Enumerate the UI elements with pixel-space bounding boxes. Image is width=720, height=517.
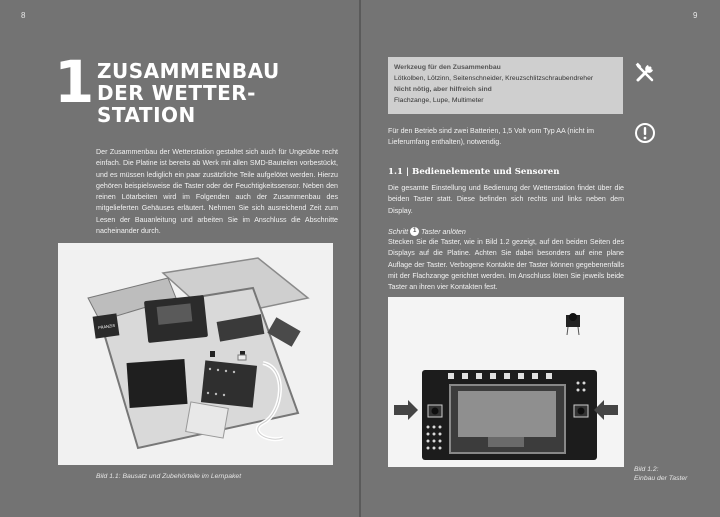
chapter-title-line: STATION: [97, 103, 196, 127]
tools-box: [388, 57, 623, 114]
exclamation-icon: [634, 122, 656, 144]
tools-label: Werkzeug für den Zusammenbau: [394, 64, 501, 71]
figure-1-2-caption-line: Bild 1.2:: [634, 466, 659, 473]
tools-text: Lötkolben, Lötzinn, Seitenschneider, Kreuzschlitzschraubendreher: [394, 75, 594, 82]
brand-label: FRANZIS: [97, 322, 116, 331]
step-number-badge: 1: [410, 227, 419, 236]
intro-paragraph: Der Zusammenbau der Wetterstation gestaltet sich auch für Ungeübte recht einfach. Die Platine ist bereits ab Werk mit allen SMD-Bauteilen vorbestückt, und es müssen lediglich ein paar zusätzliche Teile aufgelötet werden. Hierzu gehören beispielsweise die Taster oder der Feuchtigkeitssensor. Neben den reinen Lötarbeiten wird im Folgenden auch der Zusammenbau des mitgelieferten Gehäuses erläutert. Nehmen Sie sich ausreichend Zeit zum Lesen der Bauanleitung und arbeiten Sie im Anschluss die Abschnitte nacheinander durch.: [96, 148, 338, 236]
figure-1-2-caption: [634, 465, 687, 483]
section-paragraph: Die gesamte Einstellung und Bedienung der Wetterstation findet über die beiden Taster statt. Diese befinden sich rechts und links neben dem Display.: [388, 184, 624, 215]
figure-1-2-caption-line: Einbau der Taster: [634, 475, 688, 482]
chapter-title-line: DER WETTER-: [97, 81, 256, 105]
step-prefix: Schritt: [388, 227, 409, 236]
page-number-right: 9: [693, 11, 698, 20]
section-heading: 1.1 | Bedienelemente und Sensoren: [388, 167, 560, 177]
chapter-title: [97, 60, 327, 126]
figure-1-1-caption: Bild 1.1: Bausatz und Zubehörteile im Lernpaket: [96, 473, 242, 480]
step-heading: [388, 227, 466, 236]
pcb-photo: [388, 297, 624, 467]
battery-note: Für den Betrieb sind zwei Batterien, 1,5 Volt vom Typ AA (nicht im Lieferumfang enthalten), notwendig.: [388, 127, 595, 147]
chapter-title-line: ZUSAMMENBAU: [97, 59, 280, 83]
page-number-left: 8: [21, 11, 26, 20]
chapter-number: 1: [54, 48, 95, 116]
kit-illustration: [58, 243, 333, 465]
pcb-illustration: [388, 297, 624, 467]
optional-tools-text: Flachzange, Lupe, Multimeter: [394, 97, 484, 104]
optional-tools-label: Nicht nötig, aber hilfreich sind: [394, 86, 492, 93]
kit-photo: [58, 243, 333, 465]
step-title: Taster anlöten: [421, 227, 466, 236]
tools-icon: [634, 62, 656, 84]
step-paragraph: Stecken Sie die Taster, wie in Bild 1.2 gezeigt, auf den beiden Seiten des Displays auf die Platine. Achten Sie dabei besonders auf eine plane Auflage der Taster. Verbogene Kontakte der Taster können gegebenenfalls mit der Flachzange gerichtet werden. Im Anschluss löten Sie jeweils beide Taster an ihren vier Kontakten fest.: [388, 238, 624, 292]
